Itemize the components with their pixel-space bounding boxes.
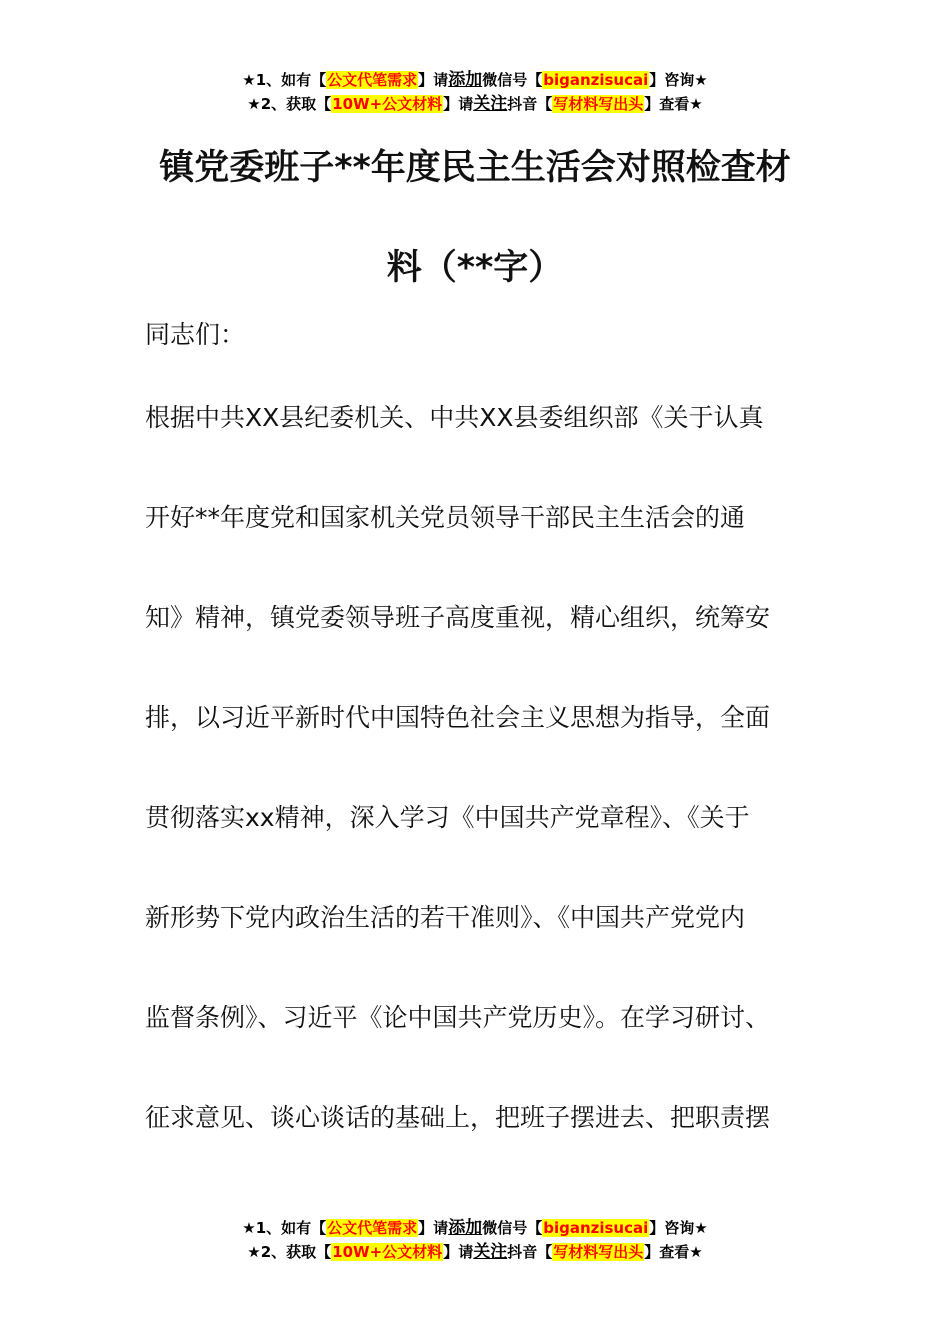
document-title [145, 118, 805, 318]
banner-line-1: ★1、如有【公文代笔需求】请添加微信号【biganzisucai】咨询★ [242, 1218, 708, 1238]
body-line: 根据中共XX县纪委机关、中共XX县委组织部《关于认真 [145, 403, 764, 432]
bottom-banner [0, 1216, 950, 1264]
banner-douyin-name: 写材料写出头 [553, 95, 644, 113]
banner-line-1: ★1、如有【公文代笔需求】请添加微信号【biganzisucai】咨询★ [242, 70, 708, 90]
title-line-1: 镇党委班子**年度民主生活会对照检查材 [159, 148, 791, 188]
salutation: 同志们： [145, 320, 246, 349]
banner-highlight: 公文代笔需求 [327, 1219, 418, 1237]
body-line: 监督条例》、习近平《论中国共产党历史》。在学习研讨、 [145, 1003, 771, 1032]
banner-emphasis: 添加 [448, 70, 483, 90]
body-line: 开好**年度党和国家机关党员领导干部民主生活会的通 [145, 503, 746, 532]
banner-emphasis: 关注 [473, 94, 508, 114]
body-line: 征求意见、谈心谈话的基础上，把班子摆进去、把职责摆 [145, 1103, 771, 1132]
banner-emphasis: 关注 [473, 1242, 508, 1262]
body-line: 知》精神，镇党委领导班子高度重视，精心组织，统筹安 [145, 603, 771, 632]
banner-douyin-name: 写材料写出头 [553, 1243, 644, 1261]
banner-highlight: 公文代笔需求 [327, 71, 418, 89]
banner-line-2: ★2、获取【10W+公文材料】请关注抖音【写材料写出头】查看★ [247, 94, 703, 114]
body-paragraph [145, 393, 810, 1193]
banner-wechat-id: biganzisucai [543, 71, 649, 89]
title-line-2: 料（**字） [386, 248, 564, 288]
body-line: 排，以习近平新时代中国特色社会主义思想为指导，全面 [145, 703, 771, 732]
banner-wechat-id: biganzisucai [543, 1219, 649, 1237]
banner-line-2: ★2、获取【10W+公文材料】请关注抖音【写材料写出头】查看★ [247, 1242, 703, 1262]
banner-highlight: 10W+公文材料 [332, 1243, 443, 1261]
body-line: 新形势下党内政治生活的若干准则》、《中国共产党党内 [145, 903, 746, 932]
top-banner [0, 68, 950, 116]
banner-emphasis: 添加 [448, 1218, 483, 1238]
body-line: 贯彻落实xx精神，深入学习《中国共产党章程》、《关于 [145, 803, 750, 832]
banner-highlight: 10W+公文材料 [332, 95, 443, 113]
